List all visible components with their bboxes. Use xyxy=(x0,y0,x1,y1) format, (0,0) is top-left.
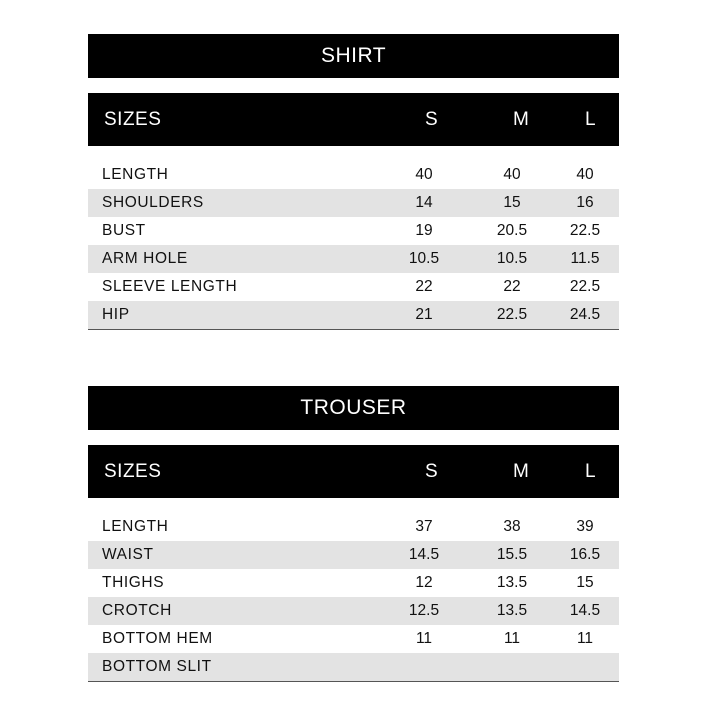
measurement-label: LENGTH xyxy=(102,166,169,183)
size-m-value: 38 xyxy=(503,518,521,535)
size-m-value: 15.5 xyxy=(496,546,528,563)
table-row xyxy=(88,273,619,301)
measurement-label: BUST xyxy=(102,222,146,239)
size-l-value: 14.5 xyxy=(569,602,601,619)
size-m-value: 15 xyxy=(503,194,521,211)
table-row xyxy=(88,541,619,569)
size-l-value: 15 xyxy=(576,574,594,591)
trouser-title: TROUSER xyxy=(88,386,619,430)
trouser-size-table xyxy=(88,386,619,682)
size-s-value: 19 xyxy=(415,222,433,239)
measurement-label: LENGTH xyxy=(102,518,169,535)
measurement-label: CROTCH xyxy=(102,602,172,619)
size-l-value: 24.5 xyxy=(569,306,601,323)
table-row xyxy=(88,653,619,681)
table-row xyxy=(88,597,619,625)
table-row xyxy=(88,625,619,653)
size-l-value: 16.5 xyxy=(569,546,601,563)
size-s-value: 10.5 xyxy=(408,250,440,267)
size-s-value: 12.5 xyxy=(408,602,440,619)
size-m-value: 22 xyxy=(503,278,521,295)
sizes-header: SIZES xyxy=(104,460,162,482)
shirt-title: SHIRT xyxy=(88,34,619,78)
size-s-value: 21 xyxy=(415,306,433,323)
table-row xyxy=(88,189,619,217)
size-l-value: 22.5 xyxy=(569,278,601,295)
shirt-size-table xyxy=(88,34,619,330)
size-m-value: 11 xyxy=(503,630,521,647)
size-m-value: 20.5 xyxy=(496,222,528,239)
shirt-header-row: SIZES S M L xyxy=(88,93,619,146)
measurement-label: ARM HOLE xyxy=(102,250,188,267)
sizes-header: SIZES xyxy=(104,108,162,130)
size-m-value: 10.5 xyxy=(496,250,528,267)
measurement-label: WAIST xyxy=(102,546,154,563)
size-s-value: 40 xyxy=(415,166,433,183)
size-m-value: 13.5 xyxy=(496,602,528,619)
size-l-value: 11 xyxy=(576,630,594,647)
table-row xyxy=(88,245,619,273)
size-l-value: 39 xyxy=(576,518,594,535)
measurement-label: SHOULDERS xyxy=(102,194,204,211)
measurement-label: BOTTOM SLIT xyxy=(102,658,212,675)
measurement-label: BOTTOM HEM xyxy=(102,630,213,647)
size-s-value: 37 xyxy=(415,518,433,535)
measurement-label: HIP xyxy=(102,306,130,323)
size-s-value: 22 xyxy=(415,278,433,295)
table-row xyxy=(88,569,619,597)
measurement-label: THIGHS xyxy=(102,574,165,591)
size-s-value: 14.5 xyxy=(408,546,440,563)
table-row xyxy=(88,161,619,189)
trouser-header-row: SIZES S M L xyxy=(88,445,619,498)
size-l-value: 11.5 xyxy=(570,250,600,267)
size-l-value: 22.5 xyxy=(569,222,601,239)
table-row xyxy=(88,513,619,541)
size-s-value: 11 xyxy=(415,630,433,647)
trouser-rows xyxy=(88,513,619,682)
size-s-value: 12 xyxy=(415,574,433,591)
size-m-value: 13.5 xyxy=(496,574,528,591)
size-s-value: 14 xyxy=(415,194,433,211)
size-l-value: 40 xyxy=(576,166,594,183)
measurement-label: SLEEVE LENGTH xyxy=(102,278,238,295)
size-l-value: 16 xyxy=(576,194,594,211)
shirt-rows xyxy=(88,161,619,330)
table-row xyxy=(88,301,619,329)
size-m-value: 40 xyxy=(503,166,521,183)
size-m-value: 22.5 xyxy=(496,306,528,323)
table-row xyxy=(88,217,619,245)
